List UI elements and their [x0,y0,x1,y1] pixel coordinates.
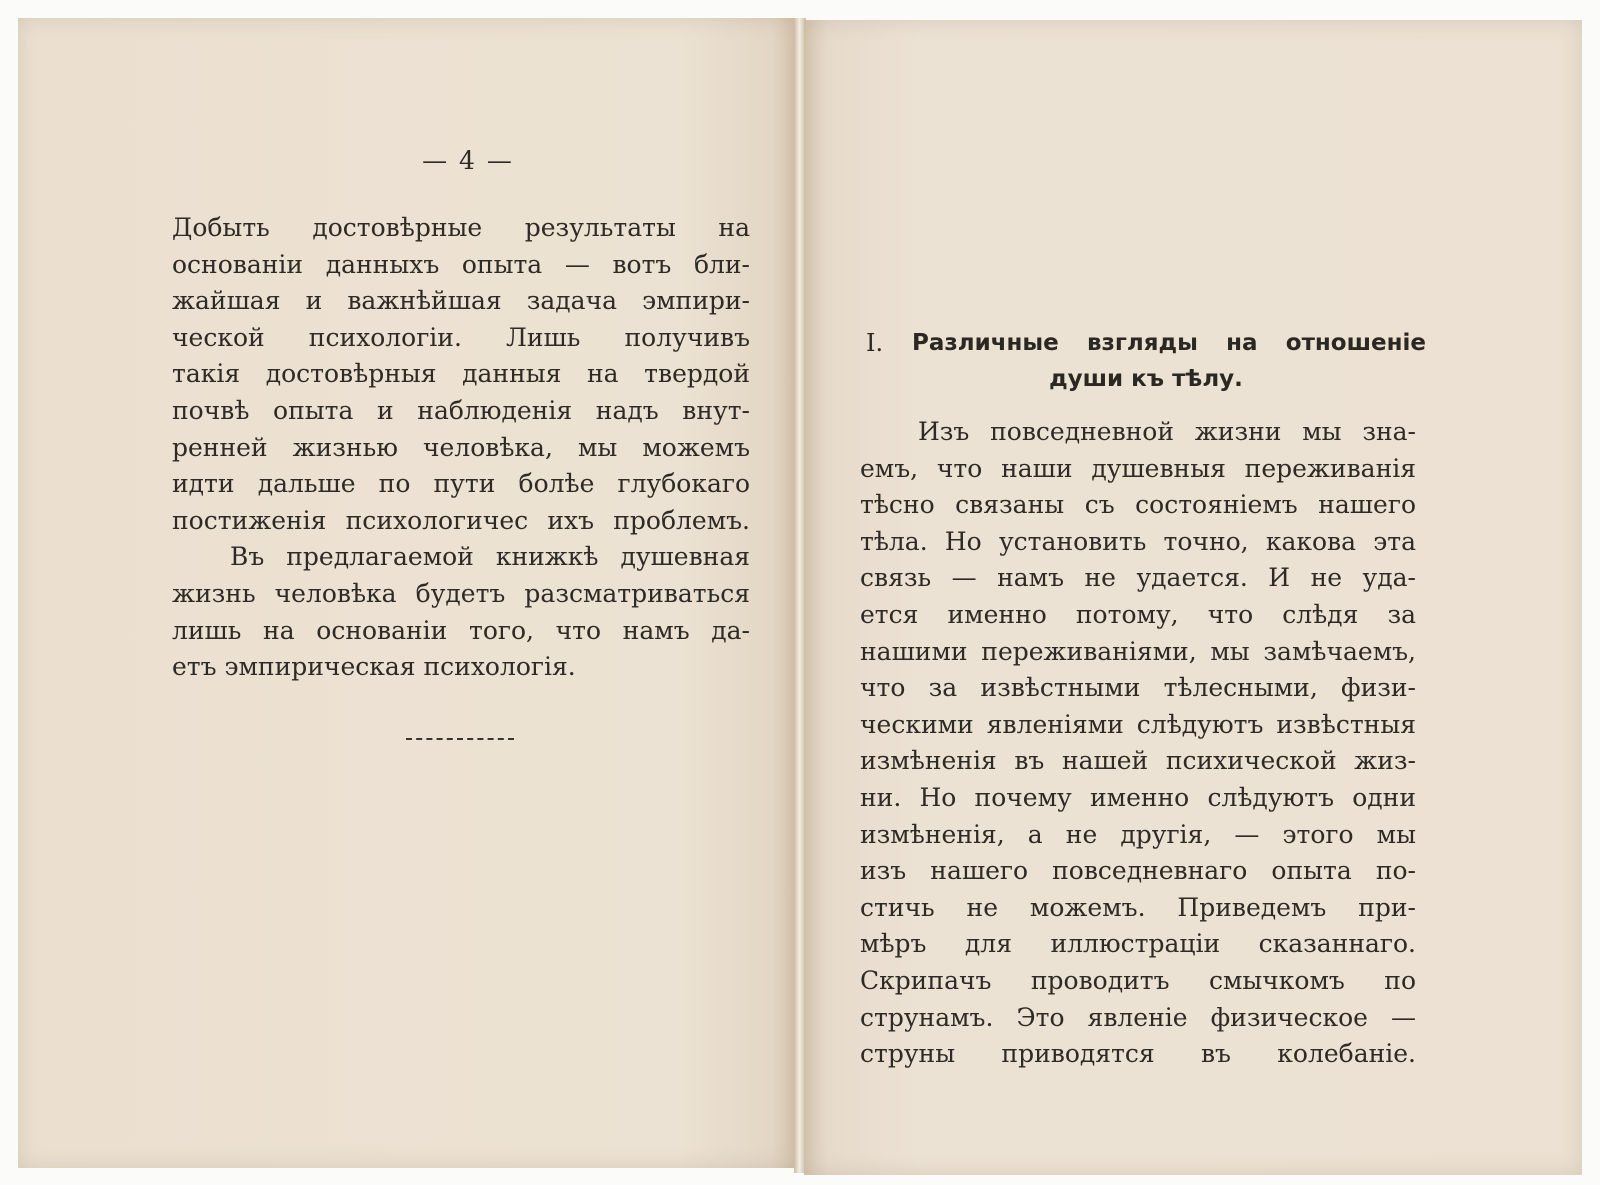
text-line: ни. Но почему именно слѣдуютъ одни [860,782,1416,812]
text-line: лишь на основанiи того, что намъ да- [172,615,750,645]
text-line: Скрипачъ проводитъ смычкомъ по [860,965,1416,995]
left-page [18,18,796,1168]
text-line: нашими переживанiями, мы замѣчаемъ, [860,636,1416,666]
text-line: ется именно потому, что слѣдя за [860,599,1416,629]
text-line: тѣла. Но установить точно, какова эта [860,526,1416,556]
text-line: постиженiя психологичес ихъ проблемъ. [172,505,750,535]
text-line: струны приводятся въ колебанiе. [860,1039,1416,1069]
text-line: ческой психологiи. Лишь получивъ [172,322,750,352]
text-line: что за извѣстными тѣлесными, физи- [860,673,1416,703]
text-line: Изъ повседневной жизни мы зна- [918,417,1416,446]
end-rule-divider [406,738,514,740]
text-line: жизнь человѣка будетъ разсматриваться [172,578,750,608]
text-line: почвѣ опыта и наблюденiя надъ внут- [172,395,750,425]
right-page-text [860,414,1416,1073]
text-line: жайшая и важнѣйшая задача эмпири- [172,286,750,316]
text-line: Въ предлагаемой книжкѣ душевная [230,542,750,572]
text-line: основанiи данныхъ опыта — вотъ бли- [172,249,750,279]
text-line: струнамъ. Это явленiе физическое — [860,1002,1416,1032]
text-line: ренней жизнью человѣка, мы можемъ [172,432,750,462]
section-title-line-2: души къ тѣлу. [1049,366,1243,392]
text-line: стичь не можемъ. Приведемъ при- [860,892,1416,922]
text-line: тѣсно связаны съ состоянiемъ нашего [860,490,1416,520]
text-line: измѣненiя, а не другiя, — этого мы [860,819,1416,849]
text-line: емъ, что наши душевныя переживанiя [860,453,1416,483]
text-line: Добыть достовѣрные результаты на [172,213,750,242]
text-line: такiя достовѣрныя данныя на твердой [172,359,750,389]
text-line: измѣненiя въ нашей психической жиз- [860,746,1416,776]
left-page-text [172,210,750,686]
section-number: I. [866,329,884,357]
text-line: мѣръ для иллюстрацiи сказаннаго. [860,929,1416,959]
text-line: изъ нашего повседневнаго опыта по- [860,856,1416,886]
text-line: ческими явленiями слѣдуютъ извѣстныя [860,709,1416,739]
page-number: — 4 — [422,146,514,175]
section-title-line-1: Различные взгляды на отношенiе [912,330,1426,356]
right-page [804,20,1582,1175]
text-line: связь — намъ не удается. И не уда- [860,563,1416,593]
text-line: идти дальше по пути болѣе глубокаго [172,469,750,499]
text-line: етъ эмпирическая психологiя. [172,652,576,682]
